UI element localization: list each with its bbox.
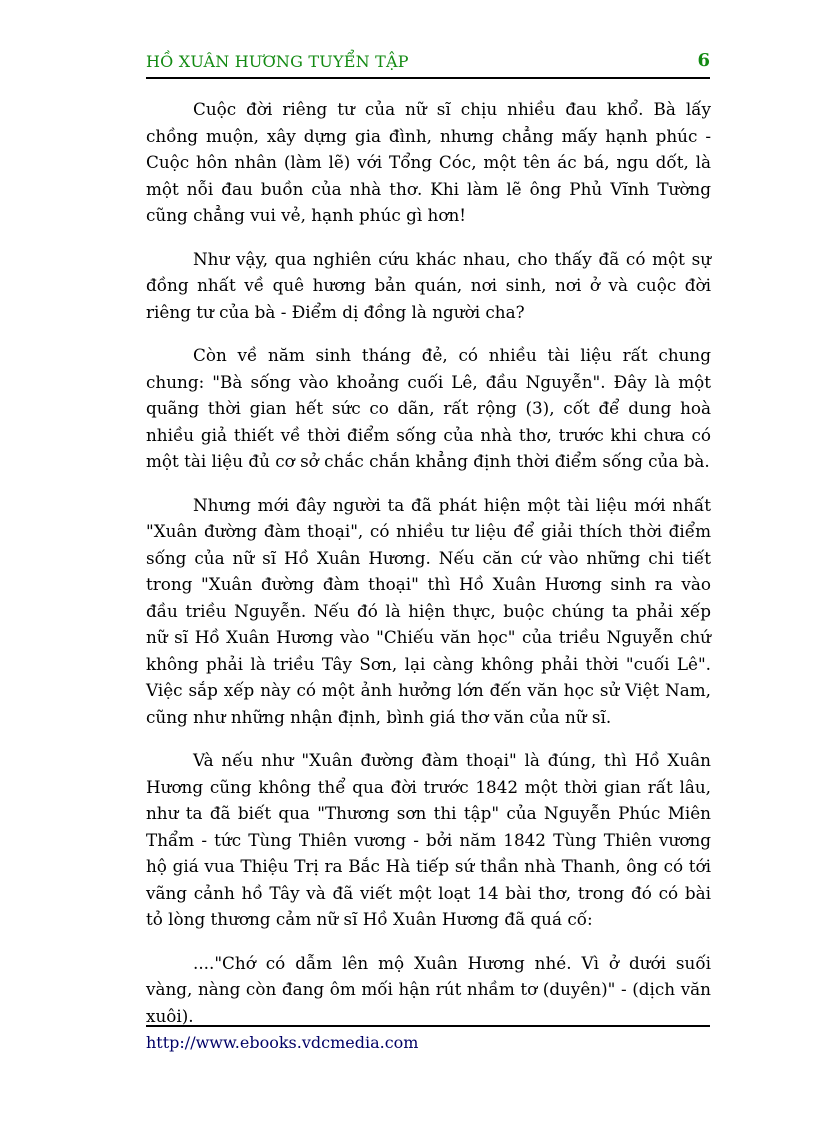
footer-divider	[146, 1025, 710, 1027]
page-number: 6	[697, 50, 710, 71]
paragraph: Và nếu như "Xuân đường đàm thoại" là đúng, thì Hồ Xuân Hương cũng không thể qua đời trước 1842 một thời gian rất lâu, như ta đã biết qua "Thương sơn thi tập" của Nguyễn Phúc Miên Thẩm - tức Tùng Thiên vương - bởi năm 1842 Tùng Thiên vương hộ giá vua Thiệu Trị ra Bắc Hà tiếp sứ thần nhà Thanh, ông có tới vãng cảnh hồ Tây và đã viết một loạt 14 bài thơ, trong đó có bài tỏ lòng thương cảm nữ sĩ Hồ Xuân Hương đã quá cố:	[146, 750, 711, 929]
header-divider	[146, 77, 710, 79]
paragraph: Nhưng mới đây người ta đã phát hiện một tài liệu mới nhất "Xuân đường đàm thoại", có nhiều tư liệu để giải thích thời điểm sống của nữ sĩ Hồ Xuân Hương. Nếu căn cứ vào những chi tiết trong "Xuân đường đàm thoại" thì Hồ Xuân Hương sinh ra vào đầu triều Nguyễn. Nếu đó là hiện thực, buộc chúng ta phải xếp nữ sĩ Hồ Xuân Hương vào "Chiếu văn học" của triều Nguyễn chứ không phải là triều Tây Sơn, lại càng không phải thời "cuối Lê". Việc sắp xếp này có một ảnh hưởng lớn đến văn học sử Việt Nam, cũng như những nhận định, bình giá thơ văn của nữ sĩ.	[146, 494, 711, 727]
paragraph: ...."Chớ có dẫm lên mộ Xuân Hương nhé. Vì ở dưới suối vàng, nàng còn đang ôm mối hận rút nhầm tơ (duyên)" - (dịch văn xuôi).	[146, 952, 711, 1026]
book-title: HỒ XUÂN HƯƠNG TUYỂN TẬP	[146, 52, 409, 71]
paragraph: Cuộc đời riêng tư của nữ sĩ chịu nhiều đau khổ. Bà lấy chồng muộn, xây dựng gia đình, nhưng chẳng mấy hạnh phúc - Cuộc hôn nhân (làm lẽ) với Tổng Cóc, một tên ác bá, ngu dốt, là một nỗi đau buồn của nhà thơ. Khi làm lẽ ông Phủ Vĩnh Tường cũng chẳng vui vẻ, hạnh phúc gì hơn!	[146, 99, 711, 225]
paragraph: Còn về năm sinh tháng đẻ, có nhiều tài liệu rất chung chung: "Bà sống vào khoảng cuối Lê, đầu Nguyễn". Đây là một quãng thời gian hết sức co dãn, rất rộng (3), cốt để dung hoà nhiều giả thiết về thời điểm sống của nhà thơ, trước khi chưa có một tài liệu đủ cơ sở chắc chắn khẳng định thời điểm sống của bà.	[146, 345, 711, 471]
footer-url-link[interactable]: http://www.ebooks.vdcmedia.com	[146, 1033, 419, 1052]
page-header	[146, 52, 710, 76]
body-text	[146, 96, 711, 1046]
paragraph: Như vậy, qua nghiên cứu khác nhau, cho thấy đã có một sự đồng nhất về quê hương bản quán, nơi sinh, nơi ở và cuộc đời riêng tư của bà - Điểm dị đồng là người cha?	[146, 248, 711, 322]
